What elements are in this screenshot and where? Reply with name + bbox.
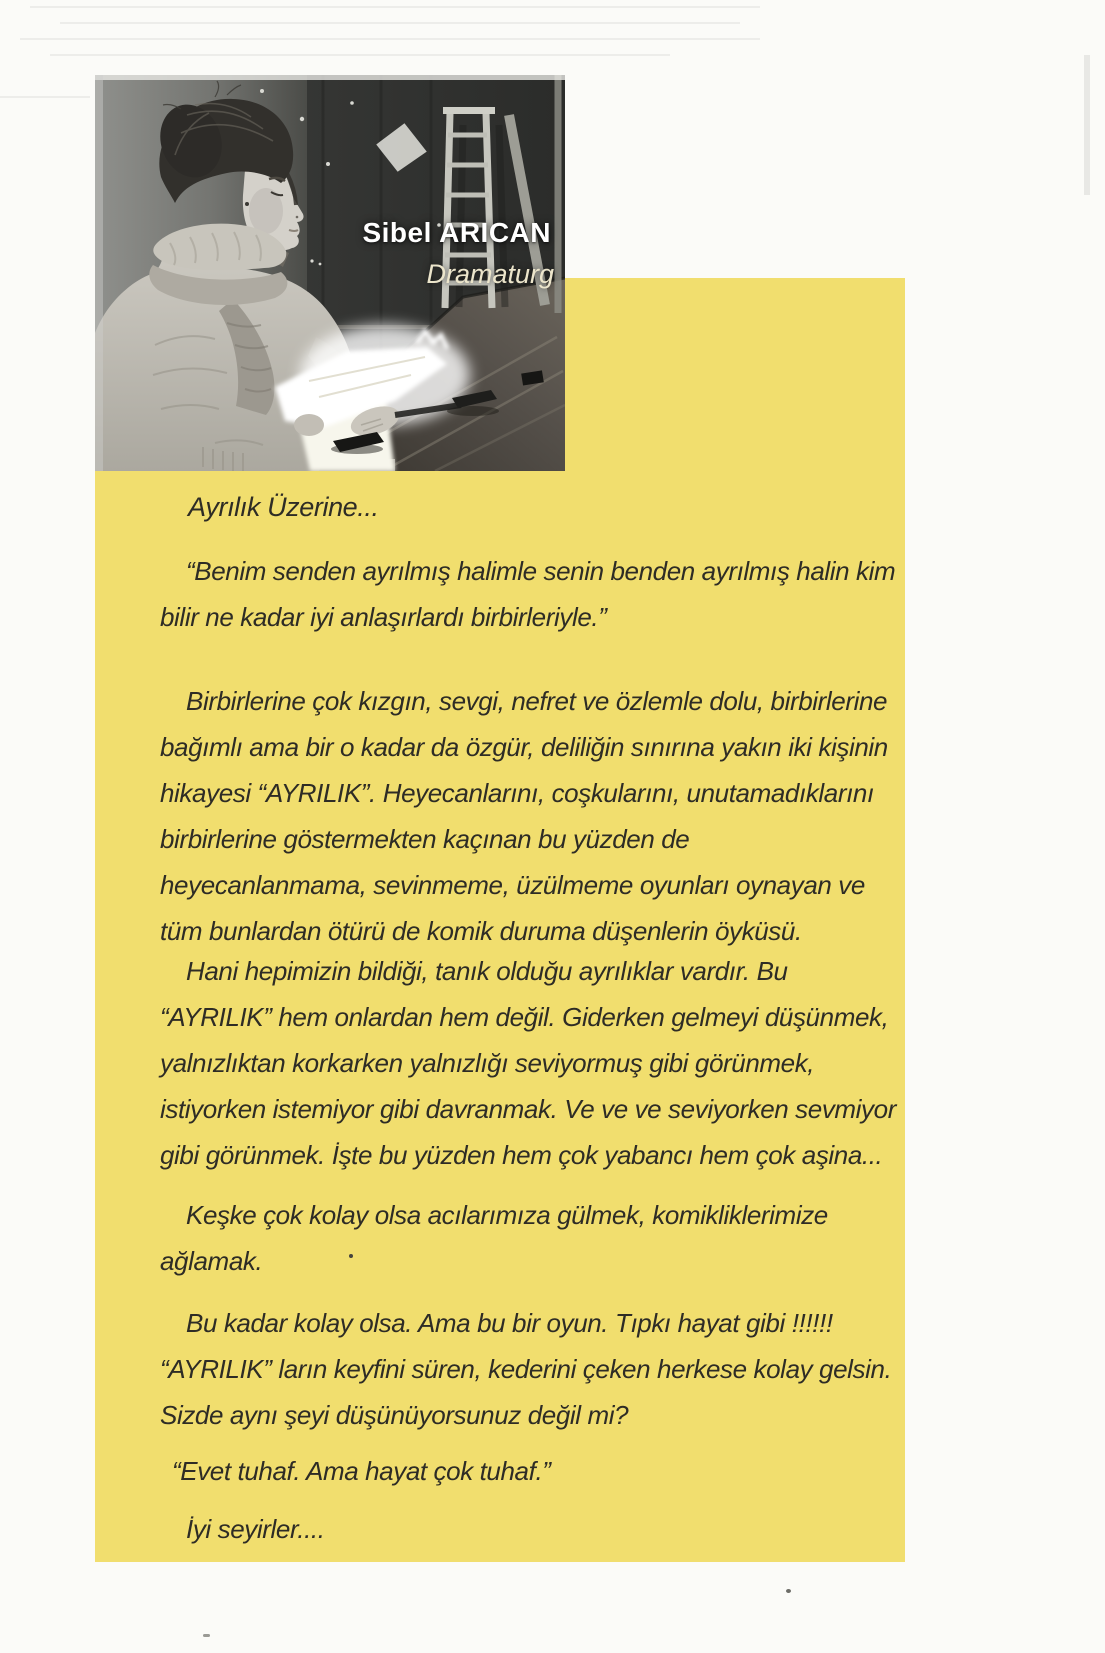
left-hand xyxy=(294,414,324,436)
article-paragraph: Bu kadar kolay olsa. Ama bu bir oyun. Tıpkı hayat gibi !!!!!! “AYRILIK” ların keyfini süren, kederini çeken herkese kolay gelsin. Sizde aynı şeyi düşünüyorsunuz değil mi? xyxy=(160,1308,892,1430)
scan-speck xyxy=(203,1634,210,1637)
scan-speck xyxy=(349,1254,353,1258)
scan-streak xyxy=(30,6,760,8)
article-paragraph: İyi seyirler.... xyxy=(186,1514,325,1544)
scan-smudge xyxy=(1084,55,1090,195)
earring xyxy=(245,202,249,206)
article-paragraph: Keşke çok kolay olsa acılarımıza gülmek, komikliklerimize ağlamak. xyxy=(160,1200,828,1276)
scan-streak xyxy=(0,96,90,98)
article-paragraph: “Evet tuhaf. Ama hayat çok tuhaf.” xyxy=(172,1456,551,1486)
scan-speck xyxy=(786,1589,791,1593)
article-paragraph: “Benim senden ayrılmış halimle senin benden ayrılmış halin kim bilir ne kadar iyi anlaşırlardı birbirleriyle.” xyxy=(160,556,896,632)
article-heading: Ayrılık Üzerine... xyxy=(188,492,379,522)
article-paragraph: Hani hepimizin bildiği, tanık olduğu ayrılıklar vardır. Bu “AYRILIK” hem onlardan hem değil. Giderken gelmeyi düşünmek, yalnızlıktan korkarken yalnızlığı seviyormuş gibi görünmek, istiyorken istemiyor gibi davranmak. Ve ve ve seviyorken sevmiyor gibi görünmek. İşte bu yüzden hem çok yabancı hem çok aşina... xyxy=(160,956,896,1170)
article-paragraph: Birbirlerine çok kızgın, sevgi, nefret ve özlemle dolu, birbirlerine bağımlı ama bir o kadar da özgür, deliliğin sınırına yakın iki kişinin hikayesi “AYRILIK”. Heyecanlarını, coşkularını, unutamadıklarını birbirlerine göstermekten kaçınan bu yüzden de heyecanlanmama, sevinmeme, üzülmeme oyunları oynayan ve tüm bunlardan ötürü de komik duruma düşenlerin öyküsü. xyxy=(160,686,888,946)
scan-streak xyxy=(60,22,740,24)
photo-caption-role: Dramaturg xyxy=(426,259,554,289)
scan-streak xyxy=(50,54,670,56)
lips xyxy=(289,230,298,231)
scan-streak xyxy=(20,38,760,40)
photo-caption-name: Sibel ARICAN xyxy=(362,217,551,248)
photo xyxy=(95,75,565,471)
